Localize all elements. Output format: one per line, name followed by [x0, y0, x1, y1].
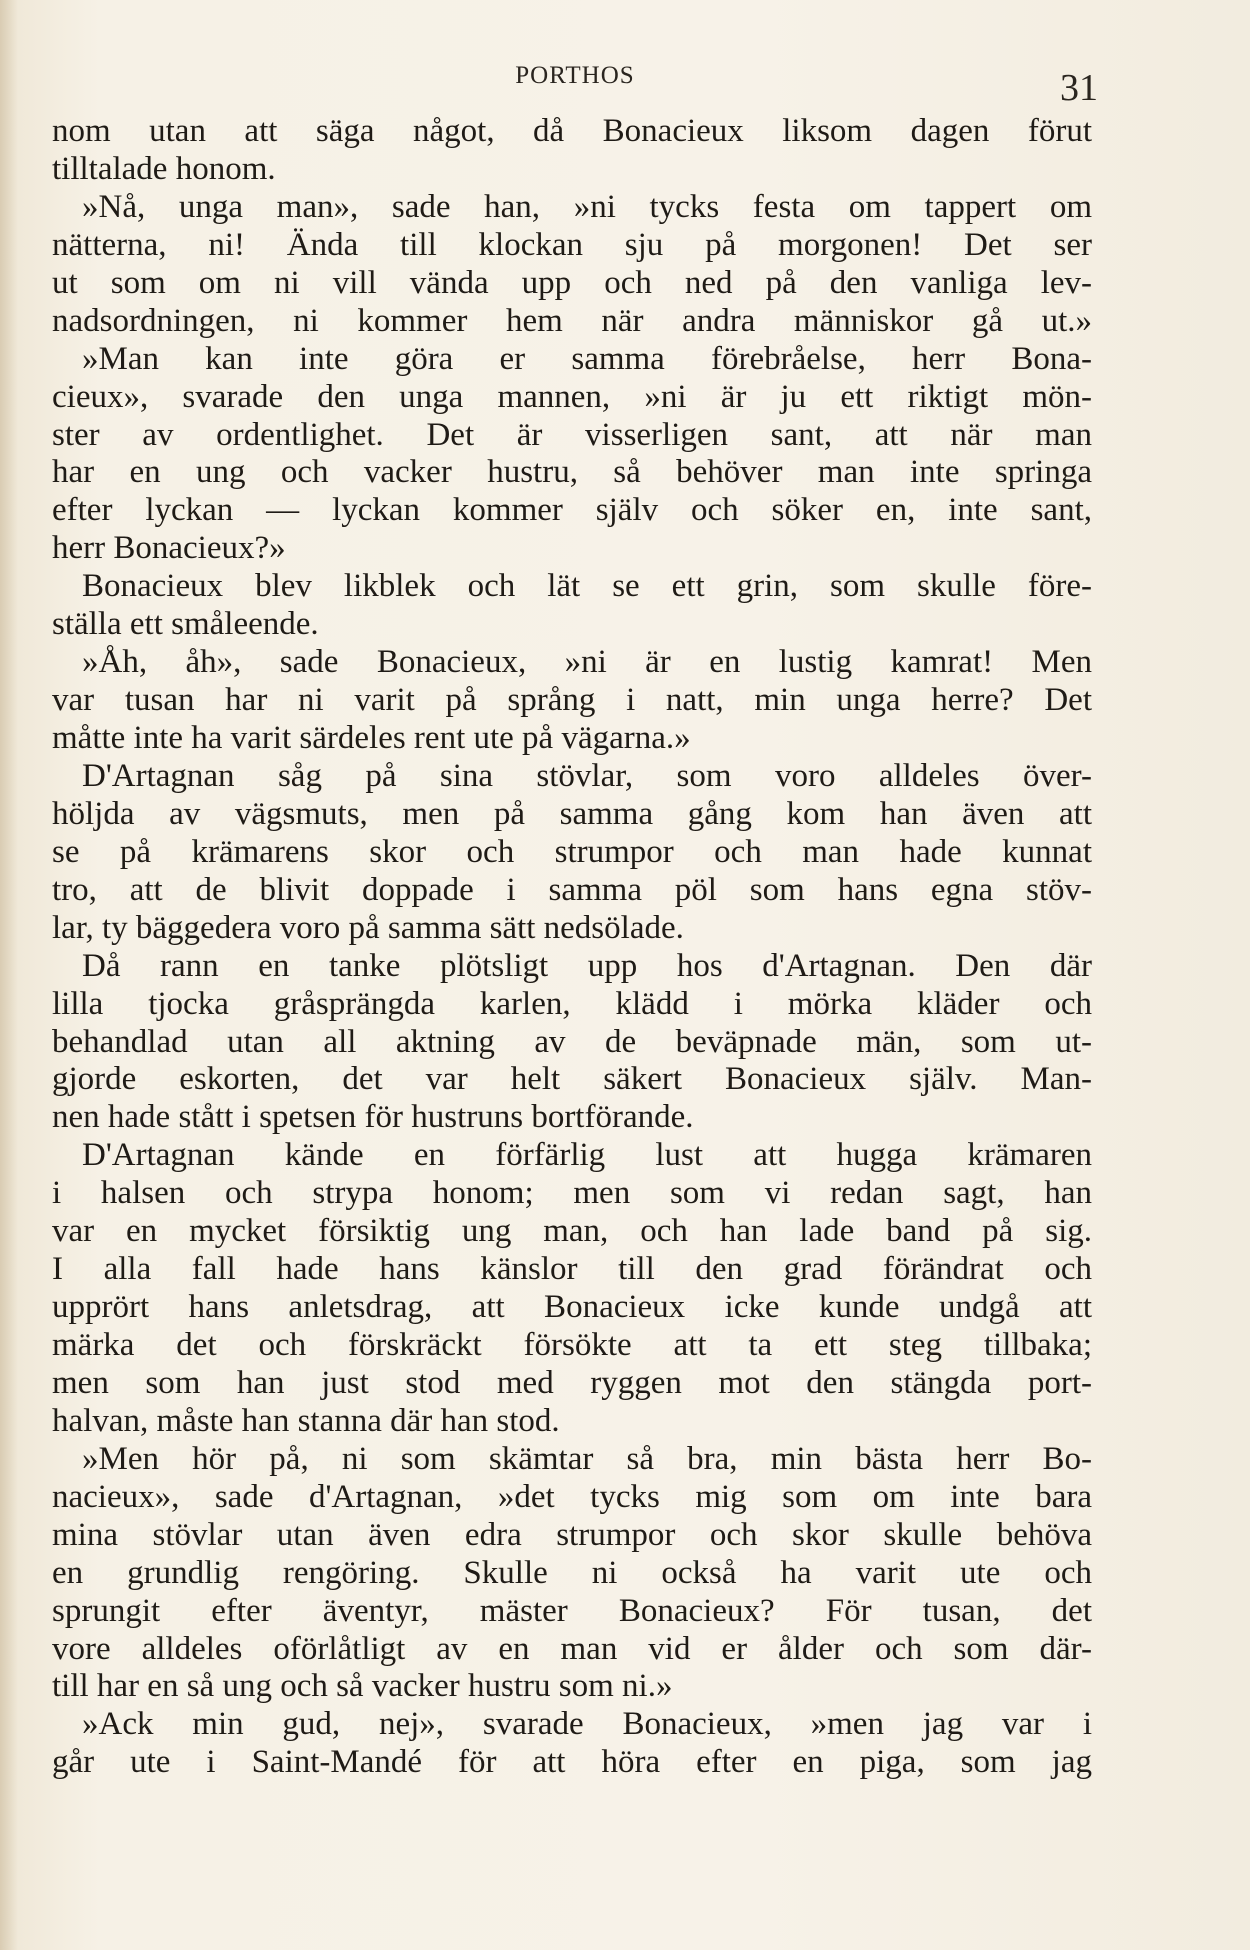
- text-line: gjorde eskorten, det var helt säkert Bonacieux själv. Man-: [52, 1061, 1092, 1098]
- text-line: I alla fall hade hans känslor till den grad förändrat och: [52, 1251, 1092, 1288]
- text-line: men som han just stod med ryggen mot den stängda port-: [52, 1364, 1092, 1401]
- text-line: ut som om ni vill vända upp och ned på den vanliga lev-: [52, 264, 1092, 301]
- text-line: märka det och förskräckt försökte att ta ett steg tillbaka;: [52, 1327, 1092, 1363]
- text-line: D'Artagnan kände en förfärlig lust att hugga krämaren: [82, 1137, 1092, 1174]
- text-line: nacieux», sade d'Artagnan, »det tycks mig som om inte bara: [52, 1478, 1092, 1515]
- text-line: till har en så ung och så vacker hustru som ni.»: [52, 1668, 673, 1705]
- text-line: nadsordningen, ni kommer hem när andra människor gå ut.»: [52, 302, 1092, 339]
- text-line: »Nå, unga man», sade han, »ni tycks festa om tappert om: [82, 188, 1092, 225]
- text-line: mina stövlar utan även edra strumpor och skor skulle behöva: [52, 1516, 1092, 1553]
- text-line: Då rann en tanke plötsligt upp hos d'Artagnan. Den där: [82, 947, 1092, 984]
- text-line: lar, ty bäggedera voro på samma sätt nedsölade.: [52, 909, 684, 946]
- text-line: går ute i Saint-Mandé för att höra efter en piga, som jag: [52, 1744, 1092, 1781]
- text-line: behandlad utan all aktning av de beväpnade män, som ut-: [52, 1023, 1092, 1060]
- text-line: måtte inte ha varit särdeles rent ute på vägarna.»: [52, 720, 691, 756]
- text-line: halvan, måste han stanna där han stod.: [52, 1402, 560, 1439]
- text-line: nom utan att säga något, då Bonacieux liksom dagen förut: [52, 113, 1092, 149]
- text-line: nätterna, ni! Ända till klockan sju på morgonen! Det ser: [52, 226, 1092, 263]
- text-line: cieux», svarade den unga mannen, »ni är ju ett riktigt mön-: [52, 378, 1092, 415]
- text-line: »Men hör på, ni som skämtar så bra, min bästa herr Bo-: [82, 1440, 1092, 1477]
- page-number: 31: [1060, 67, 1098, 109]
- text-line: upprört hans anletsdrag, att Bonacieux icke kunde undgå att: [52, 1289, 1092, 1326]
- text-line: »Åh, åh», sade Bonacieux, »ni är en lustig kamrat! Men: [82, 644, 1092, 681]
- text-line: var tusan har ni varit på språng i natt, min unga herre? Det: [52, 682, 1092, 719]
- text-line: nen hade stått i spetsen för hustruns bortförande.: [52, 1099, 694, 1136]
- body-text: [52, 113, 1092, 1782]
- text-line: »Man kan inte göra er samma förebråelse, herr Bona-: [82, 340, 1092, 377]
- text-line: i halsen och strypa honom; men som vi redan sagt, han: [52, 1175, 1092, 1212]
- text-line: lilla tjocka gråsprängda karlen, klädd i mörka kläder och: [52, 985, 1092, 1022]
- text-line: se på krämarens skor och strumpor och man hade kunnat: [52, 833, 1092, 870]
- text-line: var en mycket försiktig ung man, och han lade band på sig.: [52, 1213, 1092, 1250]
- text-line: »Ack min gud, nej», svarade Bonacieux, »men jag var i: [82, 1706, 1092, 1743]
- text-line: har en ung och vacker hustru, så behöver man inte springa: [52, 454, 1092, 491]
- text-line: ster av ordentlighet. Det är visserligen sant, att när man: [52, 416, 1092, 453]
- text-line: efter lyckan — lyckan kommer själv och söker en, inte sant,: [52, 492, 1092, 529]
- page-gutter-shadow: [0, 0, 18, 1950]
- text-line: tro, att de blivit doppade i samma pöl som hans egna stöv-: [52, 871, 1092, 908]
- text-line: herr Bonacieux?»: [52, 530, 286, 567]
- text-line: vore alldeles oförlåtligt av en man vid er ålder och som där-: [52, 1630, 1092, 1667]
- text-line: tilltalade honom.: [52, 150, 276, 187]
- running-title: PORTHOS: [515, 62, 635, 89]
- text-line: en grundlig rengöring. Skulle ni också ha varit ute och: [52, 1554, 1092, 1591]
- text-line: D'Artagnan såg på sina stövlar, som voro alldeles över-: [82, 757, 1092, 794]
- text-line: sprungit efter äventyr, mäster Bonacieux? För tusan, det: [52, 1592, 1092, 1629]
- text-line: Bonacieux blev likblek och lät se ett grin, som skulle före-: [82, 568, 1092, 605]
- text-line: ställa ett småleende.: [52, 606, 319, 643]
- text-line: höljda av vägsmuts, men på samma gång kom han även att: [52, 795, 1092, 832]
